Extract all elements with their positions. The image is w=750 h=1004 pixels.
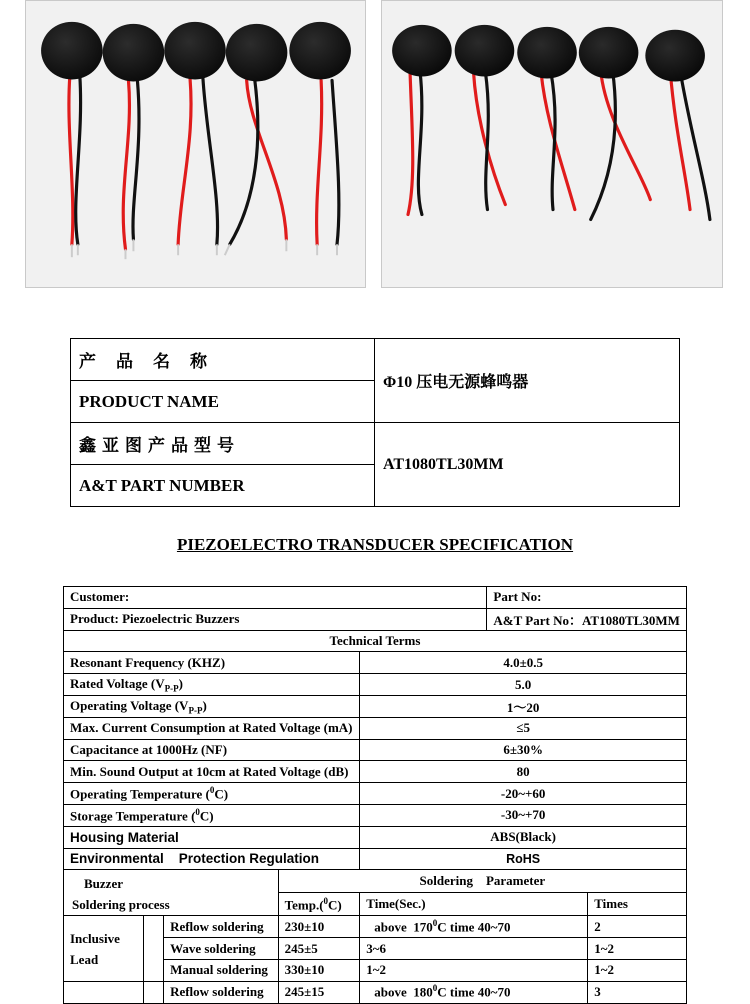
spec-row [64,761,687,783]
times-header: Times [588,893,687,916]
product-info-table [70,338,680,507]
spec-value: RoHS [360,848,687,870]
technical-terms-header: Technical Terms [64,630,687,652]
spec-value: 80 [360,761,687,783]
customer-label: Customer: [64,587,487,609]
spec-value: 5.0 [360,674,687,696]
spec-label: Operating Voltage $(V_{P-P})$ [64,695,360,717]
at-part-label: A&T Part No：AT1080TL30MM [487,608,687,630]
part-number-cn-label: 鑫亚图产品型号 [71,423,375,465]
solder-time: 1~2 [360,959,588,981]
spec-label: Environmental Protection Regulation [64,848,360,870]
spec-label: Housing Material [64,826,360,848]
solder-temp: 230±10 [278,916,360,938]
product-photo-left [25,0,366,288]
product-photo-right [381,0,723,288]
soldering-parameter-header: Soldering Parameter [278,870,686,893]
spec-row [64,717,687,739]
inclusive-lead-label: Inclusive Lead [64,916,144,981]
spec-row [64,652,687,674]
spec-row [64,739,687,761]
spec-row [64,783,687,805]
spec-value: 6±30% [360,739,687,761]
spec-label: Max. Current Consumption at Rated Voltage (mA) [64,717,360,739]
spec-value: -30~+70 [360,804,687,826]
spec-label: Storage Temperature ($^0$C) [64,804,360,826]
spec-label: Rated Voltage $(V_{P-P})$ [64,674,360,696]
spec-table [63,586,687,1004]
spec-value: 1～20 [360,695,687,717]
product-label: Product: Piezoelectric Buzzers [64,608,487,630]
solder-method: Reflow soldering [164,981,279,1003]
solder-times: 2 [588,916,687,938]
buzzers-side-image [382,1,722,287]
spec-row [64,695,687,717]
spec-label: Resonant Frequency (KHZ) [64,652,360,674]
solder-time: above $180^0C$ time 40~70 [360,981,588,1003]
spec-label: Operating Temperature ($^0$C) [64,783,360,805]
solder-temp: 245±5 [278,938,360,960]
solder-times: 1~2 [588,938,687,960]
solder-time: above $170^0C$ time 40~70 [360,916,588,938]
product-name-label: PRODUCT NAME [71,381,375,423]
solder-times: 1~2 [588,959,687,981]
time-header: Time(Sec.) [360,893,588,916]
solder-method: Manual soldering [164,959,279,981]
part-number-value: AT1080TL30MM [375,423,680,507]
spec-value: -20~+60 [360,783,687,805]
solder-method: Reflow soldering [164,916,279,938]
buzzers-front-image [26,1,365,287]
solder-times: 3 [588,981,687,1003]
buzzer-soldering-header: Buzzer Soldering process [64,870,279,916]
spec-value: ABS(Black) [360,826,687,848]
part-no-label: Part No: [487,587,687,609]
spec-label: Min. Sound Output at 10cm at Rated Voltage (dB) [64,761,360,783]
spec-label: Capacitance at 1000Hz (NF) [64,739,360,761]
product-name-value: Φ10 压电无源蜂鸣器 [375,339,680,423]
solder-temp: 330±10 [278,959,360,981]
spec-row [64,674,687,696]
solder-temp: 245±15 [278,981,360,1003]
solder-time: 3~6 [360,938,588,960]
spec-value: 4.0±0.5 [360,652,687,674]
spec-row [64,804,687,826]
temp-header: Temp.($^0$C) [278,893,360,916]
spec-value: ≤5 [360,717,687,739]
spec-row [64,848,687,870]
spec-row [64,826,687,848]
solder-method: Wave soldering [164,938,279,960]
blank-cell [144,916,164,981]
spec-title: PIEZOELECTRO TRANSDUCER SPECIFICATION [176,535,574,554]
part-number-label: A&T PART NUMBER [71,465,375,507]
solder-row [64,916,687,938]
product-name-cn-label: 产品名称 [71,339,375,381]
